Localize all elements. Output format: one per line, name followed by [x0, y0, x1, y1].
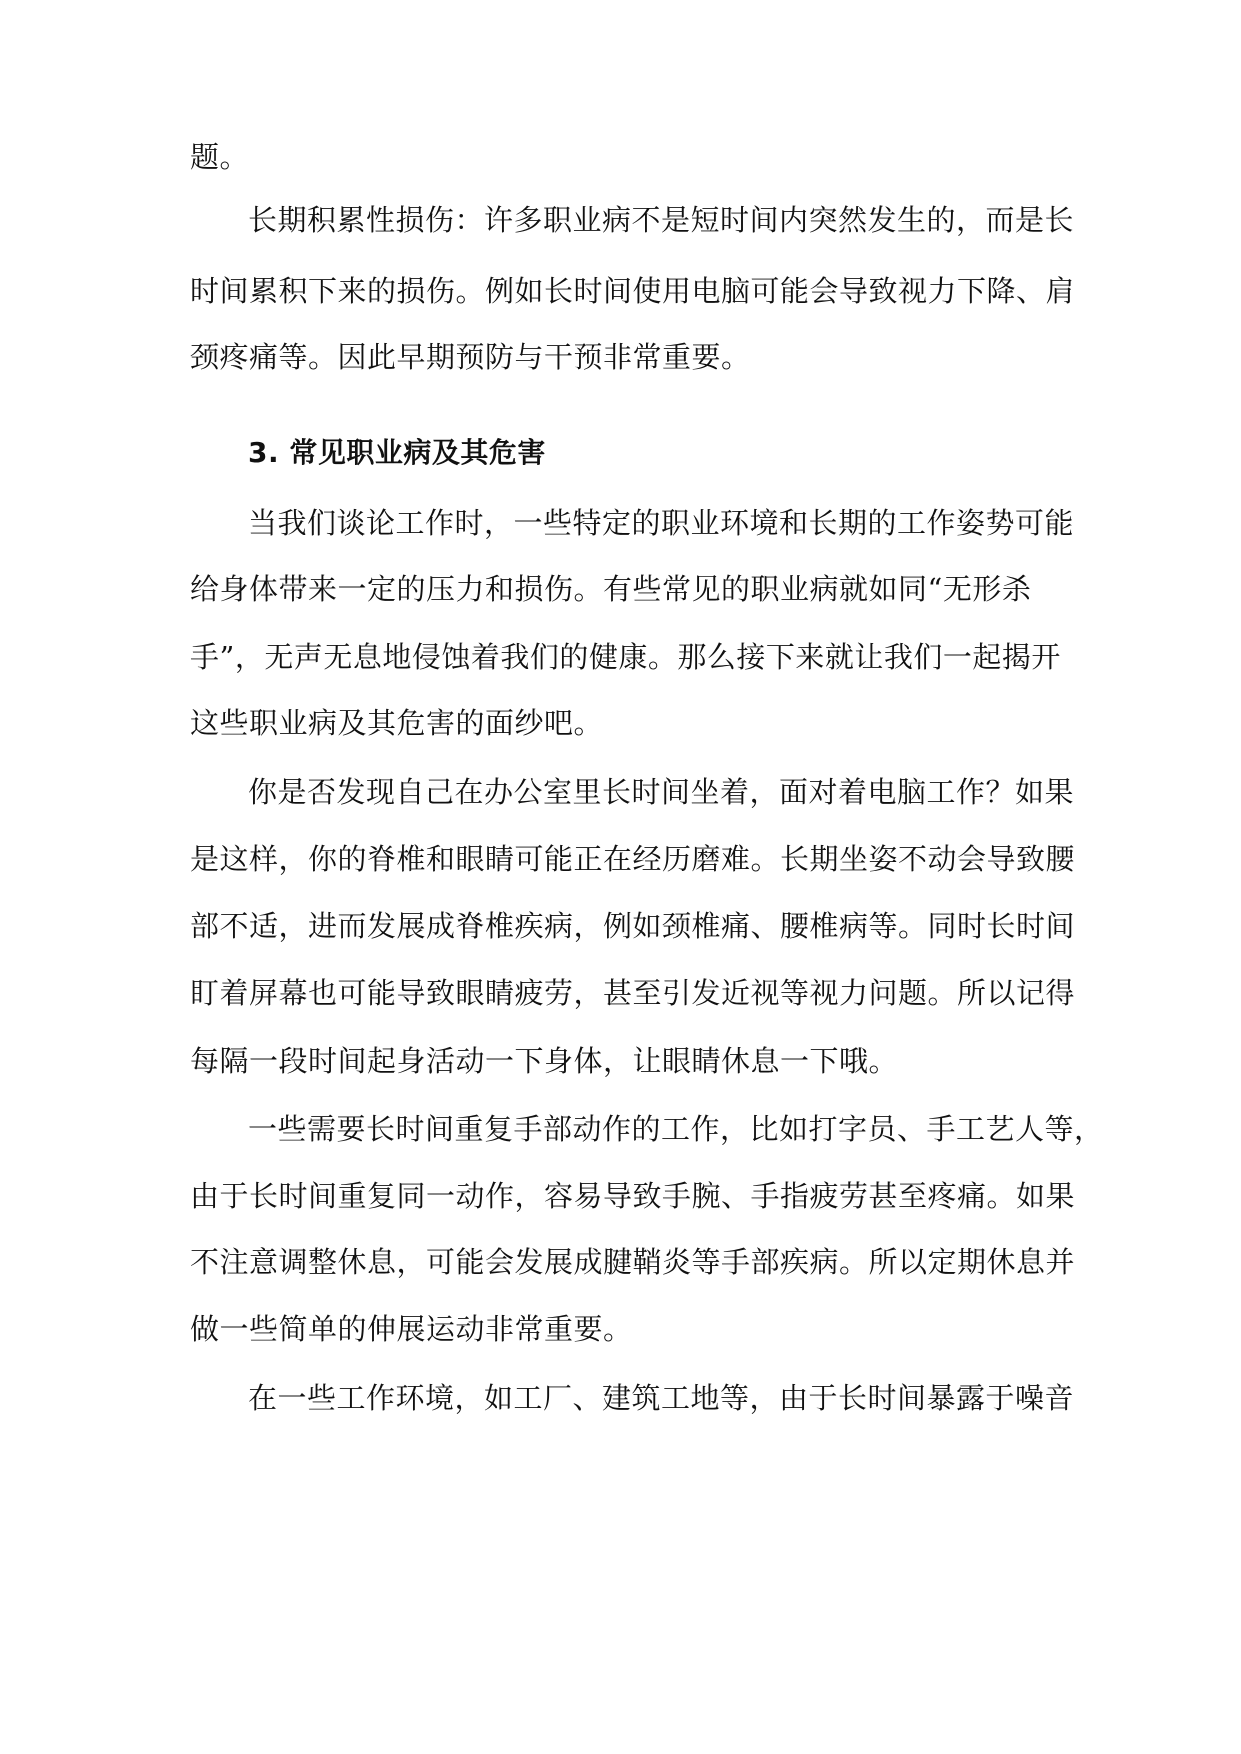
paragraph-line: 给身体带来一定的压力和损伤。有些常见的职业病就如同“无形杀: [190, 572, 1032, 606]
paragraph-line: 做一些简单的伸展运动非常重要。: [190, 1312, 633, 1346]
section-heading: 3. 常见职业病及其危害: [248, 436, 546, 469]
paragraph-line: 部不适，进而发展成脊椎疾病，例如颈椎痛、腰椎病等。同时长时间: [190, 909, 1076, 943]
paragraph-line: 当我们谈论工作时，一些特定的职业环境和长期的工作姿势可能: [248, 506, 1075, 540]
paragraph-line: 在一些工作环境，如工厂、建筑工地等，由于长时间暴露于噪音: [248, 1381, 1075, 1415]
paragraph-line: 一些需要长时间重复手部动作的工作，比如打字员、手工艺人等，: [248, 1112, 1104, 1146]
paragraph-line: 是这样，你的脊椎和眼睛可能正在经历磨难。长期坐姿不动会导致腰: [190, 842, 1076, 876]
paragraph-line: 手”，无声无息地侵蚀着我们的健康。那么接下来就让我们一起揭开: [190, 640, 1061, 674]
paragraph-line: 不注意调整休息，可能会发展成腱鞘炎等手部疾病。所以定期休息并: [190, 1245, 1076, 1279]
paragraph-line: 颈疼痛等。因此早期预防与干预非常重要。: [190, 340, 751, 374]
paragraph-line: 长期积累性损伤：许多职业病不是短时间内突然发生的，而是长: [248, 203, 1075, 237]
paragraph-line: 这些职业病及其危害的面纱吧。: [190, 706, 604, 740]
paragraph-line: 你是否发现自己在办公室里长时间坐着，面对着电脑工作？如果: [248, 775, 1075, 809]
paragraph-line: 时间累积下来的损伤。例如长时间使用电脑可能会导致视力下降、肩: [190, 274, 1076, 308]
paragraph-line: 由于长时间重复同一动作，容易导致手腕、手指疲劳甚至疼痛。如果: [190, 1179, 1076, 1213]
paragraph-line: 每隔一段时间起身活动一下身体，让眼睛休息一下哦。: [190, 1044, 899, 1078]
paragraph-line: 题。: [190, 140, 250, 174]
paragraph-line: 盯着屏幕也可能导致眼睛疲劳，甚至引发近视等视力问题。所以记得: [190, 976, 1076, 1010]
